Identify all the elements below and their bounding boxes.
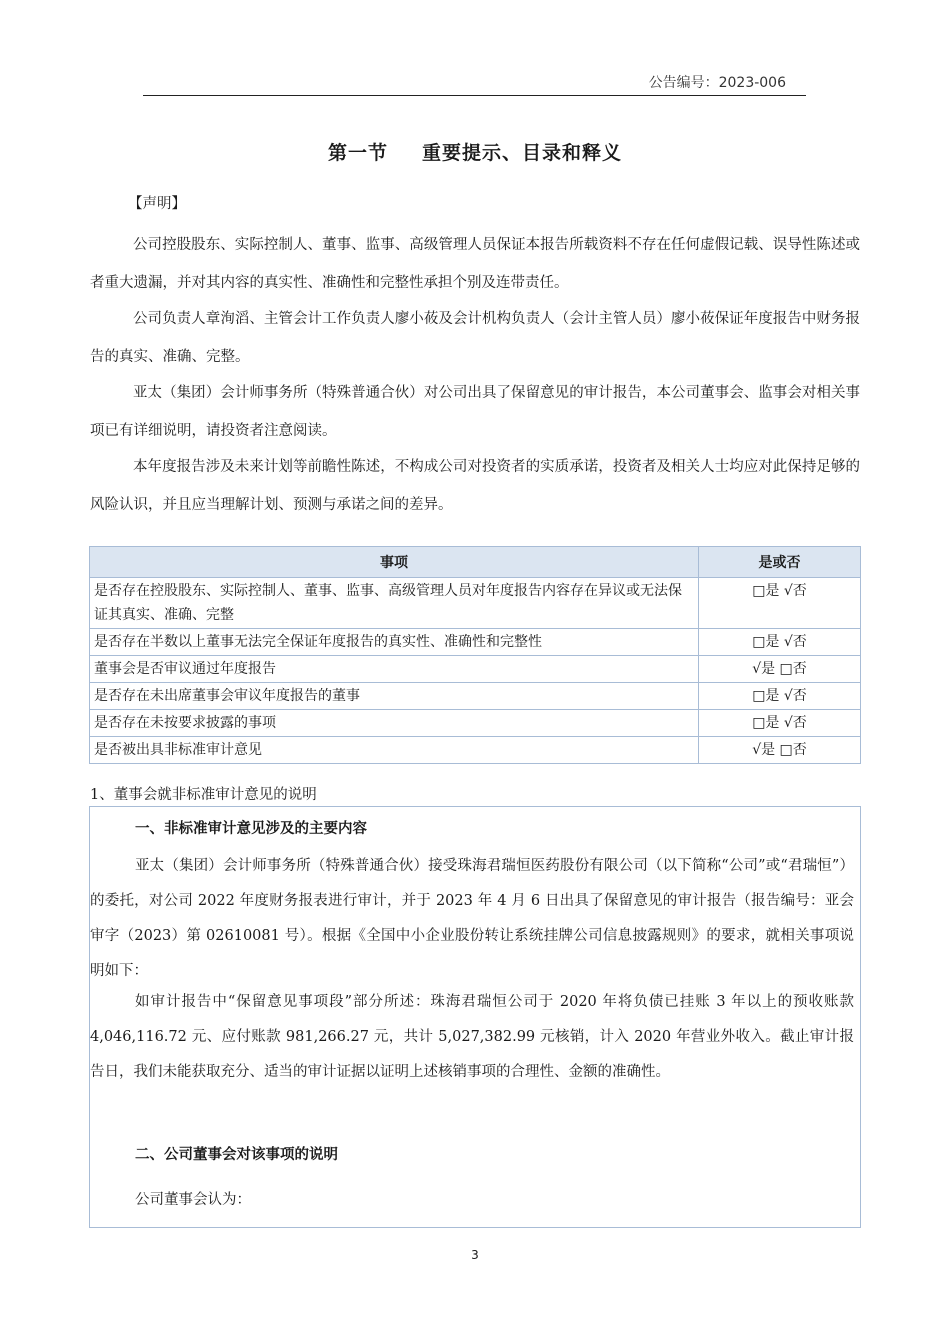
note-paragraph-3: 公司董事会认为：: [135, 1192, 251, 1208]
row-answer: √是 □否: [699, 656, 861, 683]
page-title: [0, 138, 950, 165]
row-answer: □是 √否: [699, 683, 861, 710]
row-answer: √是 □否: [699, 737, 861, 764]
row-item: 是否存在控股股东、实际控制人、董事、监事、高级管理人员对年度报告内容存在异议或无法保证其真实、准确、完整: [90, 578, 699, 629]
note-paragraph-1: 亚太（集团）会计师事务所（特殊普通合伙）接受珠海君瑞恒医药股份有限公司（以下简称“公司”或“君瑞恒”）的委托，对公司 2022 年度财务报表进行审计，并于 2023 年 4 月 6 日出具了保留意见的审计报告（报告编号：亚会审字（2023）第 02610081 号）。根据《全国中小企业股份转让系统挂牌公司信息披露规则》的要求，就相关事项说明如下：: [90, 858, 854, 979]
table-row: [90, 737, 861, 764]
table-row: [90, 578, 861, 629]
board-note-box: [89, 806, 861, 1228]
page-number: 3: [471, 1248, 479, 1262]
table-header-row: [90, 547, 861, 578]
note-heading-2: 二、公司董事会对该事项的说明: [135, 1147, 338, 1163]
row-item: 是否存在未按要求披露的事项: [90, 710, 699, 737]
row-item: 是否存在未出席董事会审议年度报告的董事: [90, 683, 699, 710]
table-row: [90, 656, 861, 683]
statement-paragraph: 亚太（集团）会计师事务所（特殊普通合伙）对公司出具了保留意见的审计报告，本公司董事会、监事会对相关事项已有详细说明，请投资者注意阅读。: [90, 385, 860, 439]
row-item: 董事会是否审议通过年度报告: [90, 656, 699, 683]
row-answer: □是 √否: [699, 578, 861, 629]
note-heading-1: 一、非标准审计意见涉及的主要内容: [135, 821, 367, 837]
row-answer: □是 √否: [699, 629, 861, 656]
statement-heading: 【声明】: [128, 196, 186, 212]
column-header-answer: 是或否: [699, 547, 861, 578]
statement-paragraph: 公司负责人章洵滔、主管会计工作负责人廖小莜及会计机构负责人（会计主管人员）廖小莜保证年度报告中财务报告的真实、准确、完整。: [90, 311, 860, 365]
note-paragraph-2: 如审计报告中“保留意见事项段”部分所述：珠海君瑞恒公司于 2020 年将负债已挂账 3 年以上的预收账款 4,046,116.72 元、应付账款 981,266.27 元，共计 5,027,382.99 元核销，计入 2020 年营业外收入。截止审计报告日，我们未能获取充分、适当的审计证据以证明上述核销事项的合理性、金额的准确性。: [90, 994, 854, 1080]
board-note-label: 1、董事会就非标准审计意见的说明: [90, 787, 317, 803]
statement-paragraph: 本年度报告涉及未来计划等前瞻性陈述，不构成公司对投资者的实质承诺，投资者及相关人士均应对此保持足够的风险认识，并且应当理解计划、预测与承诺之间的差异。: [90, 459, 860, 513]
row-item: 是否被出具非标准审计意见: [90, 737, 699, 764]
row-answer: □是 √否: [699, 710, 861, 737]
matters-table: [89, 546, 861, 764]
header-rule: [143, 95, 806, 96]
column-header-item: 事项: [90, 547, 699, 578]
section-number: 第一节: [327, 142, 388, 164]
doc-number: 公告编号：2023-006: [648, 75, 786, 91]
statement-paragraph: 公司控股股东、实际控制人、董事、监事、高级管理人员保证本报告所载资料不存在任何虚假记载、误导性陈述或者重大遗漏，并对其内容的真实性、准确性和完整性承担个别及连带责任。: [90, 237, 860, 291]
table-row: [90, 683, 861, 710]
table-row: [90, 710, 861, 737]
row-item: 是否存在半数以上董事无法完全保证年度报告的真实性、准确性和完整性: [90, 629, 699, 656]
table-row: [90, 629, 861, 656]
section-title-text: 重要提示、目录和释义: [422, 142, 623, 164]
